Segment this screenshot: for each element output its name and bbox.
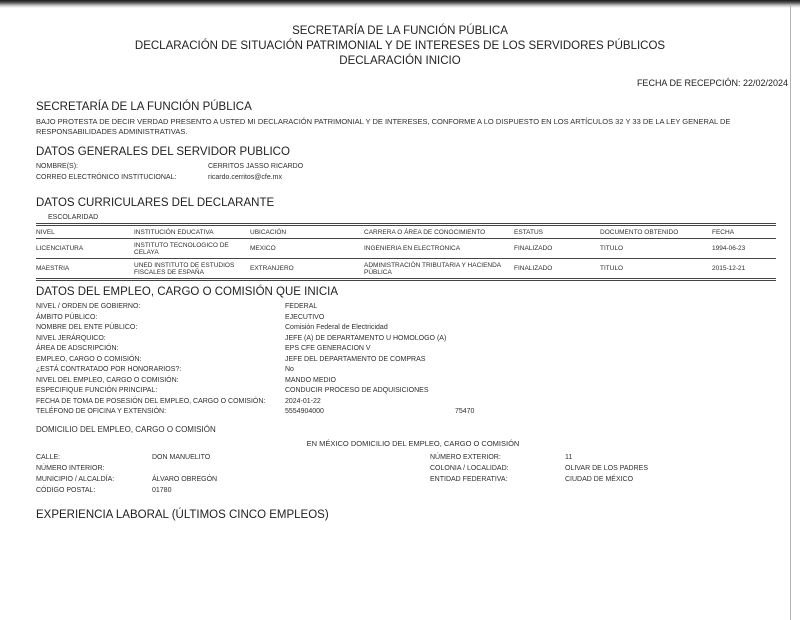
column-header-nivel: NIVEL [36, 228, 55, 236]
field-extension-value: 75470 [454, 408, 475, 415]
field-row [36, 344, 790, 355]
cell-nivel: MAESTRIA [36, 265, 70, 272]
field-row [36, 463, 430, 474]
general-data-fields [36, 161, 790, 183]
field-label: ÁREA DE ADSCRIPCIÓN: [36, 345, 119, 352]
field-label: CALLE: [36, 453, 61, 461]
schooling-table [36, 223, 776, 281]
field-value: FEDERAL [285, 303, 318, 310]
cell-fecha: 1994-06-23 [712, 245, 746, 252]
field-row [36, 386, 790, 397]
field-row [36, 365, 790, 376]
field-value: CONDUCIR PROCESO DE ADQUISICIONES [285, 387, 429, 394]
cell-documento: TITULO [600, 245, 624, 252]
field-value: ricardo.cerritos@cfe.mx [208, 174, 283, 181]
cell-ubicacion: EXTRANJERO [250, 265, 294, 272]
field-label: NIVEL / ORDEN DE GOBIERNO: [36, 303, 141, 310]
field-row [430, 474, 790, 485]
field-row [36, 452, 430, 463]
employment-fields [36, 302, 790, 418]
escolaridad-label: ESCOLARIDAD [48, 214, 99, 221]
field-row [36, 334, 790, 345]
field-value: EPS CFE GENERACION V [285, 345, 371, 352]
field-label: NIVEL JERÁRQUICO: [36, 334, 106, 342]
field-value: EJECUTIVO [285, 313, 325, 321]
field-value: 2024-01-22 [285, 397, 321, 405]
field-value: CERRITOS JASSO RICARDO [208, 163, 304, 170]
field-row [36, 474, 430, 485]
column-header-documento: DOCUMENTO OBTENIDO [600, 228, 679, 236]
cell-institucion: UNED INSTITUTO DE ESTUDIOS FISCALES DE ESPAÑA [134, 261, 235, 276]
field-value: CIUDAD DE MÉXICO [565, 475, 634, 483]
schooling-table-header-row [36, 225, 776, 239]
field-row [430, 452, 790, 463]
field-value: 5554904000 [285, 408, 324, 415]
address-right-column [430, 452, 790, 496]
section-title-curricular: DATOS CURRICULARES DEL DECLARANTE [36, 197, 275, 209]
field-label: ¿ESTÁ CONTRATADO POR HONORARIOS?: [36, 366, 182, 373]
field-label: NÚMERO EXTERIOR: [430, 453, 501, 461]
field-value: 11 [565, 453, 573, 461]
field-row [36, 313, 790, 324]
field-row [36, 485, 430, 496]
field-label: NOMBRE DEL ENTE PÚBLICO: [36, 324, 138, 331]
cell-fecha: 2015-12-21 [712, 265, 746, 272]
field-row [36, 323, 790, 334]
field-row [36, 376, 790, 387]
oath-text: BAJO PROTESTA DE DECIR VERDAD PRESENTO A USTED MI DECLARACIÓN PATRIMONIAL Y DE INTERESES, CONFORME A LO DISPUESTO EN LOS ARTÍCULOS 32 Y 33 DE LA LEY GENERAL DE RESPONSABILIDADES ADMINISTRATIVAS. [36, 117, 731, 136]
header-line-inicio: DECLARACIÓN INICIO [339, 55, 461, 67]
field-label: MUNICIPIO / ALCALDÍA: [36, 475, 115, 483]
reception-date: FECHA DE RECEPCIÓN: 22/02/2024 [636, 78, 788, 88]
field-label: NÚMERO INTERIOR: [36, 464, 105, 472]
field-row [36, 172, 790, 183]
field-label: NOMBRE(S): [36, 163, 78, 170]
field-label: NIVEL DEL EMPLEO, CARGO O COMISIÓN: [36, 376, 179, 384]
field-value: DON MANUELITO [152, 453, 211, 461]
column-header-ubicacion: UBICACIÓN [250, 228, 287, 236]
field-row [36, 397, 790, 408]
address-left-column [36, 452, 430, 496]
column-header-estatus: ESTATUS [514, 228, 544, 236]
cell-carrera: INGENIERIA EN ELECTRONICA [364, 245, 461, 252]
field-value: JEFE (A) DE DEPARTAMENTO U HOMOLOGO (A) [285, 334, 447, 342]
address-subtitle: DOMICILIO DEL EMPLEO, CARGO O COMISIÓN [36, 424, 216, 434]
field-row [36, 407, 790, 418]
cell-estatus: FINALIZADO [514, 265, 553, 272]
field-label: CÓDIGO POSTAL: [36, 486, 96, 494]
section-title-sfp: SECRETARÍA DE LA FUNCIÓN PÚBLICA [36, 101, 252, 113]
field-row [430, 463, 790, 474]
field-value: Comisión Federal de Electricidad [285, 324, 388, 331]
field-value: OLIVAR DE LOS PADRES [565, 464, 648, 472]
column-header-fecha: FECHA [712, 228, 735, 236]
cell-institucion: INSTITUTO TECNOLOGICO DE CELAYA [134, 241, 229, 256]
address-fields [36, 452, 790, 496]
cell-ubicacion: MEXICO [250, 245, 276, 252]
schooling-table-row [36, 259, 776, 280]
field-row [36, 302, 790, 313]
field-row [36, 161, 790, 172]
cell-nivel: LICENCIATURA [36, 245, 84, 252]
page-right-edge-line [790, 4, 791, 620]
field-value: JEFE DEL DEPARTAMENTO DE COMPRAS [285, 355, 426, 363]
field-label: ÁMBITO PÚBLICO: [36, 313, 98, 321]
address-in-mexico-title: EN MÉXICO DOMICILIO DEL EMPLEO, CARGO O COMISIÓN [306, 438, 520, 448]
field-label: CORREO ELECTRÓNICO INSTITUCIONAL: [36, 174, 177, 181]
top-gradient-bar [0, 0, 800, 8]
cell-estatus: FINALIZADO [514, 245, 553, 252]
field-label: TELÉFONO DE OFICINA Y EXTENSIÓN: [36, 408, 167, 415]
schooling-table-row [36, 239, 776, 259]
section-title-general-data: DATOS GENERALES DEL SERVIDOR PUBLICO [36, 146, 290, 158]
field-label: ENTIDAD FEDERATIVA: [430, 475, 508, 483]
section-title-experience: EXPERIENCIA LABORAL (ÚLTIMOS CINCO EMPLEOS) [36, 508, 329, 521]
column-header-carrera: CARRERA O ÁREA DE CONOCIMIENTO [364, 228, 486, 236]
section-title-employment: DATOS DEL EMPLEO, CARGO O COMISIÓN QUE INICIA [36, 286, 339, 298]
field-value: No [285, 366, 294, 373]
field-value: 01780 [152, 486, 172, 494]
field-label: ESPECIFIQUE FUNCIÓN PRINCIPAL: [36, 387, 158, 394]
column-header-institucion: INSTITUCIÓN EDUCATIVA [134, 228, 214, 236]
field-value: ÁLVARO OBREGÓN [152, 475, 218, 483]
document-body [0, 101, 800, 521]
header-line-secretaria: SECRETARÍA DE LA FUNCIÓN PÚBLICA [292, 25, 508, 37]
header-line-declaracion: DECLARACIÓN DE SITUACIÓN PATRIMONIAL Y DE INTERESES DE LOS SERVIDORES PÚBLICOS [134, 40, 666, 52]
field-value: MANDO MEDIO [285, 376, 336, 384]
field-row [36, 355, 790, 366]
cell-carrera: ADMINISTRACIÓN TRIBUTARIA Y HACIENDA PÚBLICA [364, 261, 501, 276]
document-header [0, 24, 800, 69]
field-label: EMPLEO, CARGO O COMISIÓN: [36, 355, 142, 363]
cell-documento: TITULO [600, 265, 624, 272]
field-label: FECHA DE TOMA DE POSESIÓN DEL EMPLEO, CARGO O COMISIÓN: [36, 397, 266, 405]
field-label: COLONIA / LOCALIDAD: [430, 464, 509, 472]
